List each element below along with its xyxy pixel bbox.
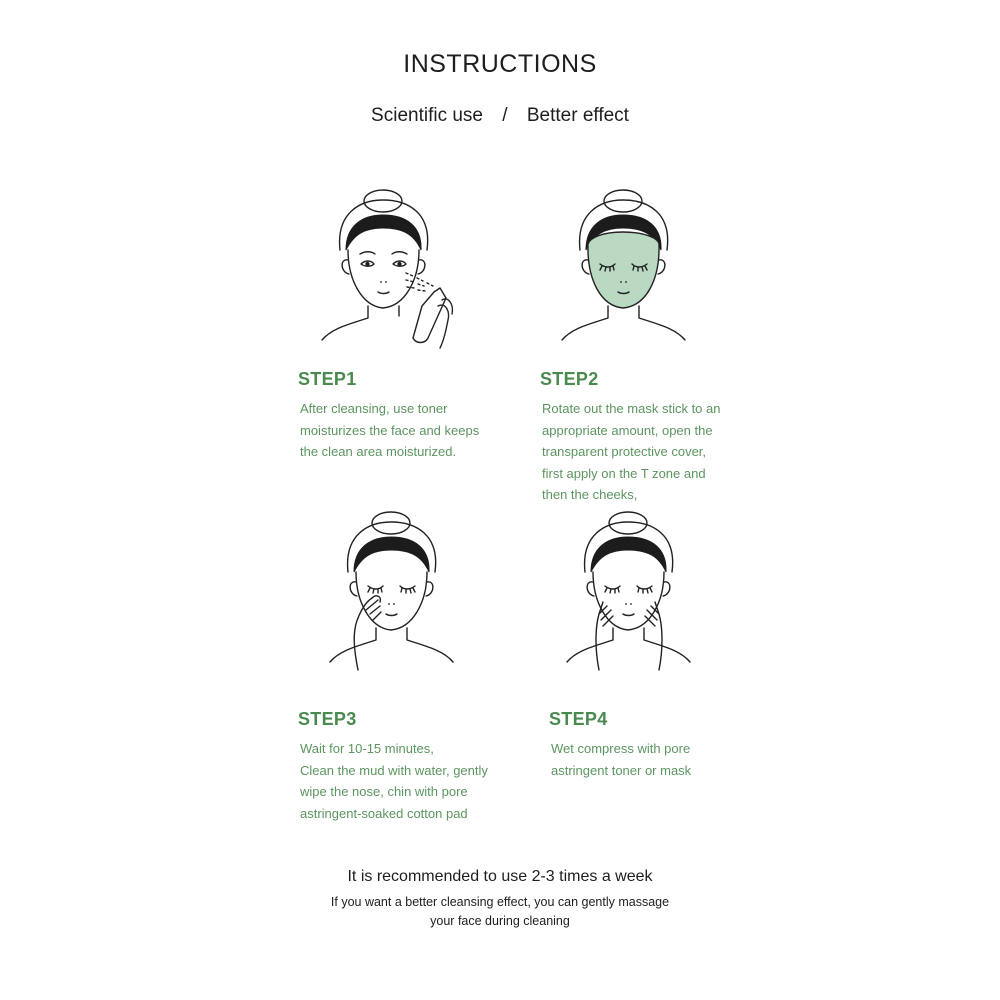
- face-spraying-toner-icon: [310, 188, 460, 353]
- usage-note: [0, 893, 1000, 931]
- step3-description: [300, 738, 560, 824]
- page-subtitle: [0, 105, 1000, 127]
- step4-illustration: [555, 510, 705, 675]
- usage-note-line1: If you want a better cleansing effect, you can gently massage: [330, 895, 670, 909]
- usage-note-line2: your face during cleaning: [430, 914, 570, 928]
- step1-description: [300, 398, 560, 463]
- subtitle-right: Better effect: [526, 105, 629, 126]
- step3-line: Clean the mud with water, gently: [300, 762, 488, 778]
- face-with-green-mask-icon: [550, 188, 700, 353]
- step2-line: appropriate amount, open the: [542, 422, 713, 438]
- page-title: INSTRUCTIONS: [403, 50, 597, 78]
- subtitle-separator: /: [502, 105, 508, 126]
- step4-title: STEP4: [549, 709, 608, 729]
- face-pressing-hands-icon: [555, 510, 705, 675]
- step1-line: After cleansing, use toner: [300, 401, 448, 416]
- step2-description: [542, 398, 802, 506]
- step3-line: Wait for 10-15 minutes,: [300, 741, 434, 756]
- step4-description: [551, 738, 811, 781]
- usage-recommendation: It is recommended to use 2-3 times a week: [347, 868, 653, 885]
- step1-line: moisturizes the face and keeps: [300, 422, 480, 438]
- step3-illustration: [318, 510, 468, 675]
- step3-line: wipe the nose, chin with pore: [300, 784, 468, 799]
- step2-line: then the cheeks,: [542, 487, 638, 502]
- subtitle-left: Scientific use: [371, 105, 483, 126]
- face-wiping-with-pad-icon: [318, 510, 468, 675]
- step2-line: Rotate out the mask stick to an: [542, 401, 721, 416]
- step1-title: STEP1: [298, 369, 357, 389]
- step1-line: the clean area moisturized.: [300, 444, 457, 459]
- step2-illustration: [550, 188, 700, 353]
- step2-line: transparent protective cover,: [542, 444, 707, 459]
- step1-illustration: [310, 188, 460, 353]
- step3-line: astringent-soaked cotton pad: [300, 805, 468, 821]
- step3-title: STEP3: [298, 709, 357, 729]
- step4-line: Wet compress with pore: [551, 741, 691, 756]
- step2-line: first apply on the T zone and: [542, 465, 706, 481]
- step4-line: astringent toner or mask: [551, 762, 692, 778]
- step2-title: STEP2: [540, 369, 599, 389]
